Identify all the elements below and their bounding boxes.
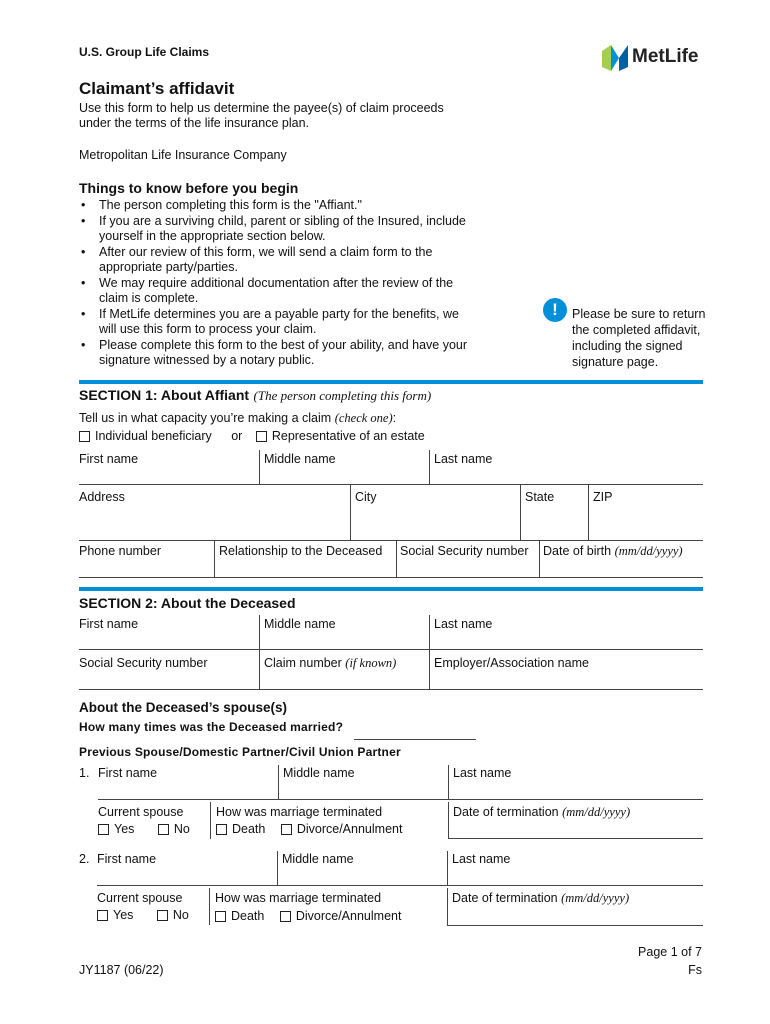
exclamation-icon: ! [543, 298, 567, 322]
estate-representative-checkbox[interactable] [256, 431, 267, 442]
spouse-1-terminated-label: How was marriage terminated [216, 805, 383, 819]
affiant-ssn-label: Social Security number [400, 544, 529, 558]
divider [214, 541, 215, 578]
spouse-1-number: 1. [79, 766, 90, 780]
spouse-2-yes-label: Yes [113, 908, 134, 922]
spouse-1-divorce-checkbox[interactable] [281, 824, 292, 835]
spouse-1-death-checkbox[interactable] [216, 824, 227, 835]
spouse-1-yes-checkbox[interactable] [98, 824, 109, 835]
things-heading: Things to know before you begin [79, 180, 299, 196]
affiant-phone-label: Phone number [79, 544, 162, 558]
spouse-heading: About the Deceased’s spouse(s) [79, 700, 288, 715]
spouse-2-date-label [452, 891, 629, 906]
spouse-2-date-text: Date of termination [452, 891, 558, 905]
divider [209, 888, 210, 925]
divider [429, 450, 430, 485]
spouse-1-yes-label: Yes [114, 822, 135, 836]
divider [277, 851, 278, 886]
divider [259, 650, 260, 689]
divider [79, 484, 703, 485]
intro-line-1: Use this form to help us determine the payee(s) of claim proceeds [79, 101, 444, 115]
spouse-1-divorce-label: Divorce/Annulment [296, 822, 403, 836]
affiant-zip-label: ZIP [593, 490, 613, 504]
divider [447, 851, 448, 886]
divider [448, 765, 449, 799]
times-married-field[interactable] [354, 739, 476, 740]
divider [79, 540, 703, 541]
divider [79, 577, 703, 578]
spouse-2-death-label: Death [231, 909, 265, 923]
times-married-label: How many times was the Deceased married? [79, 720, 344, 734]
divider [520, 485, 521, 541]
section1-heading [79, 387, 431, 405]
spouse-1-last-name-label: Last name [453, 766, 512, 780]
divider [259, 615, 260, 649]
divider [539, 541, 540, 578]
spouse-1-current-options [98, 822, 190, 836]
form-code-suffix: Fs [688, 963, 702, 977]
divider [448, 838, 703, 839]
claim-number-hint: (if known) [345, 656, 397, 670]
spouse-1-date-hint: (mm/dd/yyyy) [562, 805, 631, 819]
divider [278, 765, 279, 799]
metlife-wordmark: MetLife [632, 46, 699, 67]
affiant-dob-text: Date of birth [543, 544, 612, 558]
spouse-2-divorce-label: Divorce/Annulment [295, 909, 402, 923]
deceased-first-name-label: First name [79, 617, 139, 631]
individual-beneficiary-checkbox[interactable] [79, 431, 90, 442]
divider [79, 689, 703, 690]
spouse-2-date-hint: (mm/dd/yyyy) [561, 891, 630, 905]
metlife-logo-icon [602, 45, 628, 71]
metlife-logo [600, 44, 710, 72]
company-name: Metropolitan Life Insurance Company [79, 148, 287, 162]
section2-title: SECTION 2: About the Deceased [79, 595, 296, 611]
affiant-first-name-label: First name [79, 452, 139, 466]
group-label: U.S. Group Life Claims [79, 45, 210, 59]
spouse-1-no-label: No [173, 822, 190, 836]
spouse-2-last-name-label: Last name [452, 852, 511, 866]
spouse-1-death-label: Death [232, 822, 266, 836]
claim-number-text: Claim number [264, 656, 342, 670]
section1-title: SECTION 1: About Affiant [79, 387, 250, 403]
affiant-city-label: City [355, 490, 377, 504]
things-list [79, 198, 479, 369]
spouse-1-current-label: Current spouse [98, 805, 184, 819]
estate-representative-label: Representative of an estate [271, 429, 425, 443]
affiant-middle-name-label: Middle name [264, 452, 336, 466]
deceased-middle-name-label: Middle name [264, 617, 336, 631]
capacity-options [79, 429, 425, 443]
things-item: • Please complete this form to the best of your ability, and have your signature witnessed by a notary public. [79, 338, 479, 369]
notice-text-2: the completed affidavit, [572, 323, 701, 337]
divider [447, 925, 703, 926]
spouse-2-first-name-label: First name [97, 852, 157, 866]
things-item: • We may require additional documentation after the review of the claim is complete. [79, 276, 479, 307]
page-number: Page 1 of 7 [638, 945, 702, 959]
divider [259, 450, 260, 485]
capacity-hint: (check one) [334, 411, 393, 425]
spouse-1-date-text: Date of termination [453, 805, 559, 819]
spouse-2-terminated-options [215, 909, 401, 923]
previous-spouse-heading: Previous Spouse/Domestic Partner/Civil Union Partner [79, 745, 401, 759]
spouse-2-number: 2. [79, 852, 90, 866]
divider [429, 650, 430, 689]
or-label: or [231, 429, 243, 443]
things-item: • The person completing this form is the "Affiant." [79, 198, 479, 214]
capacity-prompt-text: Tell us in what capacity you’re making a claim [79, 411, 332, 425]
divider [447, 888, 448, 925]
section1-subtitle: (The person completing this form) [253, 388, 432, 403]
spouse-2-no-checkbox[interactable] [157, 910, 168, 921]
affiant-dob-hint: (mm/dd/yyyy) [614, 544, 683, 558]
intro-line-2: under the terms of the life insurance plan. [79, 116, 309, 130]
divider [350, 485, 351, 541]
divider [98, 799, 703, 800]
affiant-dob-label [543, 544, 683, 559]
spouse-2-yes-checkbox[interactable] [97, 910, 108, 921]
divider [429, 615, 430, 649]
spouse-2-current-options [97, 908, 189, 922]
section1-rule [79, 380, 703, 384]
notice-text-3: including the signed [572, 339, 683, 353]
spouse-2-middle-name-label: Middle name [282, 852, 354, 866]
spouse-1-no-checkbox[interactable] [158, 824, 169, 835]
spouse-1-first-name-label: First name [98, 766, 158, 780]
divider [210, 802, 211, 839]
claim-number-label [264, 656, 396, 671]
divider [396, 541, 397, 578]
divider [79, 649, 703, 650]
employer-label: Employer/Association name [434, 656, 589, 670]
spouse-1-date-label [453, 805, 630, 820]
spouse-2-current-label: Current spouse [97, 891, 183, 905]
spouse-2-death-checkbox[interactable] [215, 911, 226, 922]
form-code: JY1187 (06/22) [79, 963, 164, 977]
things-item: • If MetLife determines you are a payable party for the benefits, we will use this form to process your claim. [79, 307, 479, 338]
spouse-1-middle-name-label: Middle name [283, 766, 355, 780]
section2-rule [79, 587, 703, 591]
page-title: Claimant’s affidavit [79, 79, 235, 98]
notice-text-4: signature page. [572, 355, 659, 369]
affiant-state-label: State [525, 490, 555, 504]
spouse-2-divorce-checkbox[interactable] [280, 911, 291, 922]
capacity-colon: : [392, 411, 397, 425]
deceased-ssn-label: Social Security number [79, 656, 208, 670]
things-item: • If you are a surviving child, parent or sibling of the Insured, include yourself in the appropriate section below. [79, 214, 479, 245]
divider [588, 485, 589, 541]
things-item: • After our review of this form, we will send a claim form to the appropriate party/parties. [79, 245, 479, 276]
divider [448, 802, 449, 839]
spouse-1-terminated-options [216, 822, 402, 836]
affiant-last-name-label: Last name [434, 452, 493, 466]
notice-text-1: Please be sure to return [572, 307, 706, 321]
deceased-last-name-label: Last name [434, 617, 493, 631]
capacity-prompt [79, 411, 396, 426]
divider [97, 885, 703, 886]
affiant-relationship-label: Relationship to the Deceased [219, 544, 383, 558]
individual-beneficiary-label: Individual beneficiary [95, 429, 212, 443]
spouse-2-no-label: No [172, 908, 189, 922]
spouse-2-terminated-label: How was marriage terminated [215, 891, 382, 905]
affiant-address-label: Address [79, 490, 125, 504]
